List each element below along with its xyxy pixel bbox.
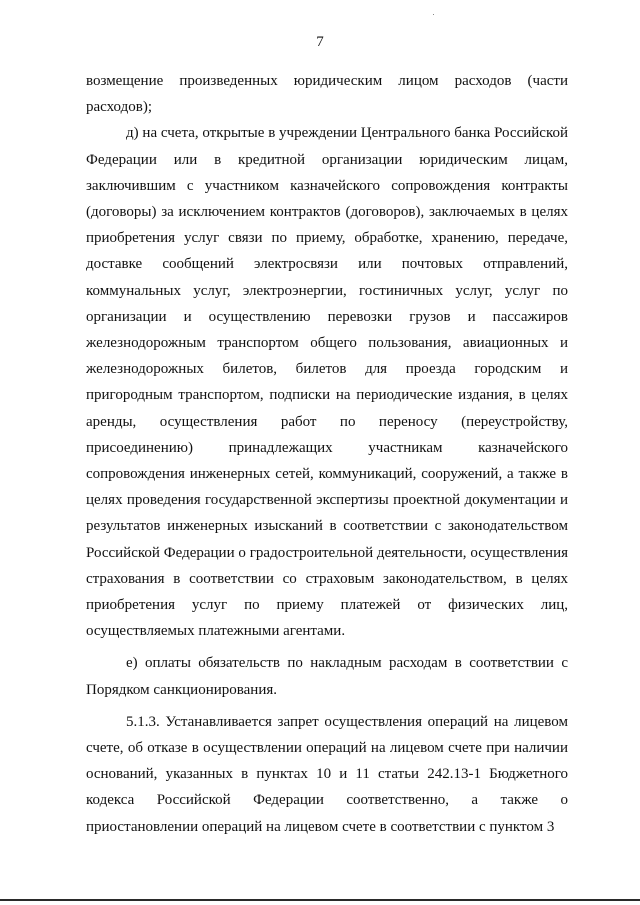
paragraph-5-1-3: 5.1.3. Устанавливается запрет осуществления операций на лицевом счете, об отказе в осуществлении операций на лицевом счете при наличии оснований, указанных в пунктах 10 и 11 статьи 242.13-1 Бюджетного кодекса Российской Федерации соответственно, а также о приостановлении операций на лицевом счете в соответствии с пунктом 3: [86, 713, 568, 835]
paragraph-continuation: возмещение произведенных юридическим лицом расходов (части расходов);: [86, 73, 568, 116]
scan-bottom-edge: [0, 899, 640, 901]
page-number: 7: [316, 34, 324, 50]
paragraph-item-d: д) на счета, открытые в учреждении Центрального банка Российской Федерации или в кредитной организации юридическим лицам, заключившим с участником казначейского сопровождения контракты (договоры) за исключением контрактов (договоров), заключаемых в целях приобретения услуг связи по приему, обработке, хранению, передаче, доставке сообщений электросвязи или почтовых отправлений, коммунальных услуг, электроэнергии, гостиничных услуг, услуг по организации и осуществлению перевозки грузов и пассажиров железнодорожным транспортом общего пользования, авиационных и железнодорожных билетов, билетов для проезда городским и пригородным транспортом, подписки на периодические издания, в целях аренды, осуществления работ по переносу (переустройству, присоединению) принадлежащих участникам казначейского сопровождения инженерных сетей, коммуникаций, сооружений, а также в целях проведения государственной экспертизы проектной документации и результатов инженерных изысканий в соответствии с законодательством Российской Федерации о градостроительной деятельности, осуществления страхования в соответствии со страховым законодательством, в целях приобретения услуг по приему платежей от физических лиц, осуществляемых платежными агентами.: [86, 125, 568, 640]
scan-speck: [433, 14, 434, 15]
document-body: [86, 68, 568, 840]
paragraph-item-e: е) оплаты обязательств по накладным расходам в соответствии с Порядком санкционирования.: [86, 655, 568, 698]
